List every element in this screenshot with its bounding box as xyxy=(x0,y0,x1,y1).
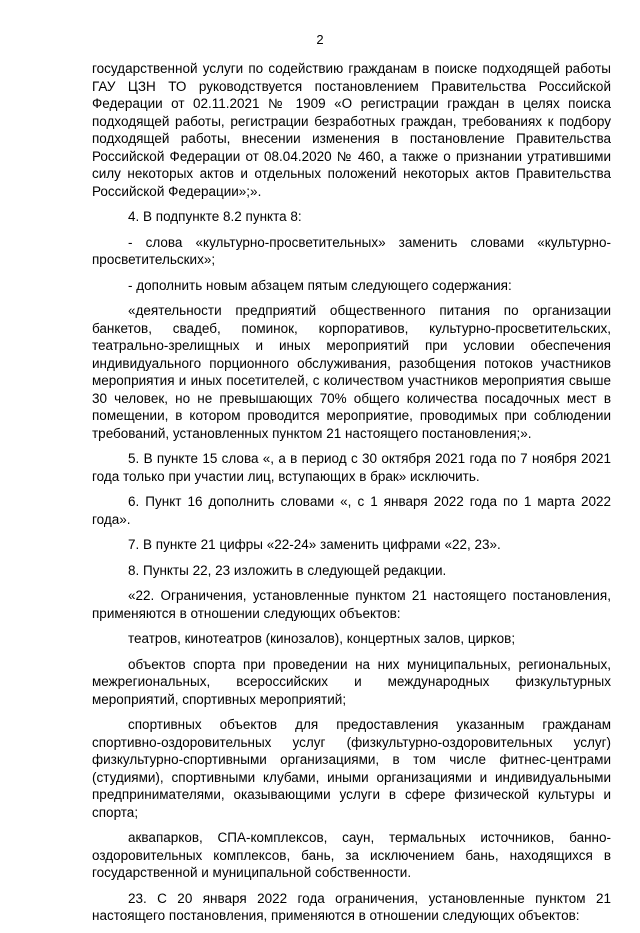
paragraph-new-text: «деятельности предприятий общественного питания по организации банкетов, свадеб, поминок, корпоративов, культурно-просветительских, театрально-зрелищных и иных мероприятий при условии обеспечения индивидуального порционного обслуживания, разобщения потоков участников мероприятия и иных посетителей, с количеством участников мероприятия свыше 30 человек, но не превышающих 70% общего количества посадочных мест в помещении, в котором проводится мероприятие, проводимых при соблюдении требований, установленных пунктом 21 настоящего постановления;». xyxy=(92,303,611,441)
paragraph-clause-22: «22. Ограничения, установленные пунктом 21 настоящего постановления, применяются в отношении следующих объектов: xyxy=(92,588,611,621)
paragraph-item-4-dash-1: - слова «культурно-просветительных» заменить словами «культурно-просветительских»; xyxy=(92,234,611,267)
paragraph-continuation: государственной услуги по содействию гражданам в поиске подходящей работы ГАУ ЦЗН ТО руководствуется постановлением Правительства Российской Федерации от 02.11.2021 № 1909 «О регистрации граждан в целях поиска подходящей работы, регистрации безработных граждан, требованиях к подбору подходящей работы, внесении изменения в постановление Правительства Российской Федерации от 08.04.2020 № 460, а также о признании утратившими силу некоторых актов и отдельных положений некоторых актов Правительства Российской Федерации»;». xyxy=(92,61,611,199)
paragraph-item-6: 6. Пункт 16 дополнить словами «, с 1 января 2022 года по 1 марта 2022 года». xyxy=(92,494,611,527)
paragraph-sport-objects: объектов спорта при проведении на них муниципальных, региональных, межрегиональных, всероссийских и международных физкультурных мероприятий, спортивных мероприятий; xyxy=(92,656,611,707)
paragraph-sport-facilities: спортивных объектов для предоставления указанным гражданам спортивно-оздоровительных услуг (физкультурно-оздоровительных услуг) физкультурно-спортивными организациями, в том числе фитнес-центрами (студиями), спортивными клубами, иными организациями и индивидуальными предпринимателями, оказывающими услуги в сфере физической культуры и спорта; xyxy=(92,717,611,820)
paragraph-item-4: 4. В подпункте 8.2 пункта 8: xyxy=(128,209,302,224)
paragraph-aquaparks: аквапарков, СПА-комплексов, саун, термальных источников, банно-оздоровительных комплексов, бань, за исключением бань, находящихся в государственной и муниципальной собственности. xyxy=(92,830,611,880)
paragraph-item-7: 7. В пункте 21 цифры «22-24» заменить цифрами «22, 23». xyxy=(128,537,501,552)
paragraph-item-4-dash-2: - дополнить новым абзацем пятым следующего содержания: xyxy=(128,277,512,293)
paragraph-item-5: 5. В пункте 15 слова «, а в период с 30 октября 2021 года по 7 ноября 2021 года только при участии лиц, вступающих в брак» исключить. xyxy=(92,451,611,484)
page-number: 2 xyxy=(316,32,324,47)
paragraph-theatres: театров, кинотеатров (кинозалов), концертных залов, цирков; xyxy=(128,631,516,646)
document-body xyxy=(92,60,611,933)
paragraph-item-8: 8. Пункты 22, 23 изложить в следующей редакции. xyxy=(128,562,447,578)
paragraph-clause-23: 23. С 20 января 2022 года ограничения, установленные пунктом 21 настоящего постановления, применяются в отношении следующих объектов: xyxy=(92,890,611,923)
